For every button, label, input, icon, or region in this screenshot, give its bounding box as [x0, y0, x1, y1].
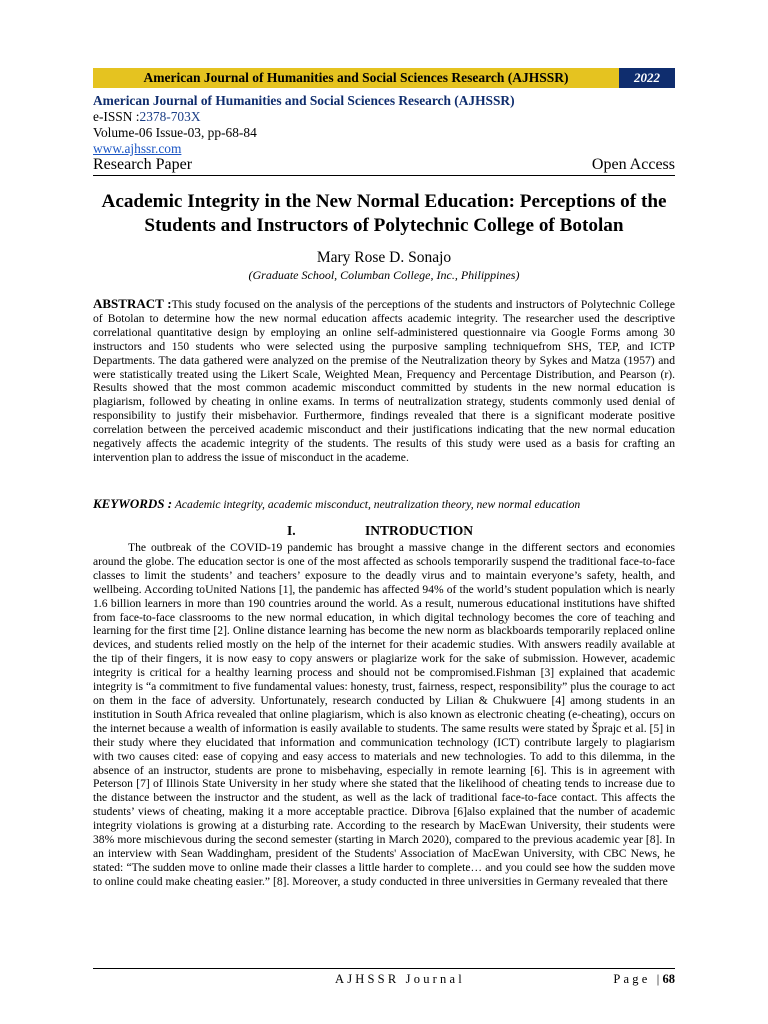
paper-title: Academic Integrity in the New Normal Education: Perceptions of the Students and Instructors of Polytechnic College of Botolan [101, 191, 667, 236]
journal-url-link[interactable]: www.ajhssr.com [93, 141, 182, 156]
abstract-text: This study focused on the analysis of the perceptions of the students and instructors of Polytechnic College of Botolan to determine how the new normal education affects academic integrity. The researcher used the descriptive correlational quantitative design by employing an online self-administered questionnaire via Google Forms among 30 instructors and 150 students who were selected using the purposive sampling techniquefrom SHS, TEP, and ICTP Departments. The data gathered were analyzed on the premise of the Neutralization theory by Sykes and Matza (1957) and were statistically treated using the Likert Scale, Weighted Mean, Frequency and Percentage Distribution, and Pearson (r). Results showed that the most common academic misconduct committed by students in the new normal education is plagiarism, followed by cheating in online exams. In terms of neutralization strategy, students commonly used denial of responsibility to justify their misbehavior. Furthermore, findings revealed that there is a significant moderate positive correlation between the perceived academic misconduct and their justifications indicating that the new normal education negatively affects the academic integrity of the students. The results of this study were used as a basis for crafting an intervention plan to address the issue of misconduct in the academe. [93, 298, 676, 464]
footer-page-label: Page | [613, 972, 663, 986]
footer-journal: AJHSSR Journal [335, 972, 465, 986]
abstract-label: ABSTRACT : [93, 296, 172, 311]
footer-page [613, 972, 675, 987]
section-number: I. [287, 523, 296, 538]
author-affiliation: (Graduate School, Columban College, Inc., Philippines) [248, 268, 520, 282]
section-title: INTRODUCTION [365, 523, 474, 538]
keywords [93, 496, 675, 512]
journal-info [93, 93, 678, 157]
header-year: 2022 [619, 68, 675, 88]
abstract [93, 297, 675, 465]
paper-type-row [93, 156, 675, 176]
issn-line [93, 109, 678, 125]
author-name: Mary Rose D. Sonajo [316, 249, 452, 266]
journal-header-band [93, 68, 675, 88]
issn-label: e-ISSN : [93, 109, 140, 124]
keywords-label: KEYWORDS : [93, 496, 173, 511]
journal-name: American Journal of Humanities and Social Sciences Research (AJHSSR) [93, 93, 515, 108]
header-journal-title: American Journal of Humanities and Social Sciences Research (AJHSSR) [143, 70, 569, 85]
introduction-text: The outbreak of the COVID-19 pandemic has brought a massive change in the different sectors and economies around the globe. The education sector is one of the most affected as schools temporarily suspend the traditional face-to-face classes to limit the students’ and teachers’ exposure to the deadly virus and to maintain everyone’s safety, health, and wellbeing. According toUnited Nations [1], the pandemic has affected 94% of the world’s student population which is nearly 1.6 billion learners in more than 190 countries around the world. As a result, numerous educational institutions have shifted from face-to-face classrooms to the new normal education, in which digital technology becomes the core of teaching and learning for the first time [2]. Online distance learning has become the new norm as blackboards temporarily replaced online devices, and students relied mostly on the help of the internet for their academic studies. With answers readily available at the tip of their fingers, it is now easy to copy answers or plagiarize work for the sake of submission. However, academic integrity is critical for a healthy learning process and should not be compromised.Fishman [3] explained that academic integrity is “a commitment to five fundamental values: honesty, trust, fairness, respect, responsibility” plus the courage to act on them in the face of adversity. Unfortunately, research conducted by Lilian & Chukwuere [4] among students in an institution in South Africa revealed that online plagiarism, which is also known as electronic cheating (e-cheating), occurs on the internet because a wealth of information is easily available to students. The same results were stated by Šprajc et al. [5] in their study where they elucidated that information and communication technology (ICT) contribute largely to plagiarism with two causes cited: ease of copying and easy access to materials and new technologies. To add to this dilemma, in the absence of an instructor, students are prone to misbehaving, especially in remote learning [6]. This is in agreement with Peterson [7] of Illinois State University in her study where she stated that the likelihood of cheating tends to increase due to the distance between the instructor and the student, as well as the lack of traditional face-to-face contact. This affects the students’ views of cheating, making it a more acceptable practice. Dibrova [6]also explained that the number of academic integrity violations is growing at a disturbing rate. According to the research by MacEwan University, their students were 38% more mischievous during the second semester (starting in March 2020), compared to the previous academic year [8]. In an interview with Sean Waddingham, president of the Students' Association of MacEwan University, with CBC News, he stated: “The sudden move to online made their classes a little harder to complete… and you could see how the sudden move to online could make cheating easier.” [8]. Moreover, a study conducted in three universities in Germany revealed that there [93, 541, 675, 888]
issn-value: 2378-703X [139, 109, 201, 124]
volume-line: Volume-06 Issue-03, pp-68-84 [93, 125, 257, 140]
page-footer [93, 968, 675, 987]
paper-type: Research Paper [93, 156, 193, 173]
keywords-text: Academic integrity, academic misconduct, neutralization theory, new normal education [174, 498, 581, 511]
footer-page-number: 68 [662, 972, 675, 986]
open-access-label: Open Access [591, 156, 675, 173]
